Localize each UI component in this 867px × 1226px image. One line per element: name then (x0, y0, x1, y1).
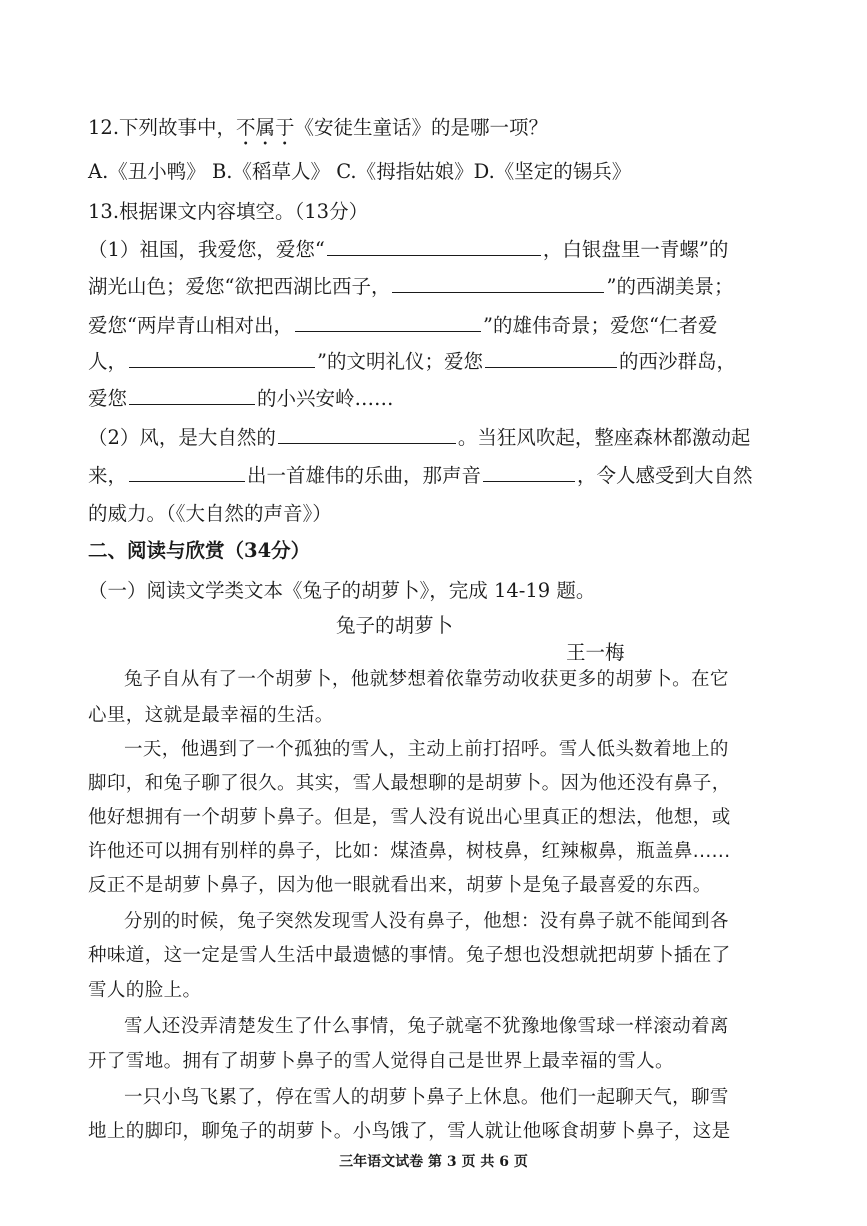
text-segment: ，白银盘里一青螺”的 (542, 238, 729, 261)
answer-blank[interactable] (483, 463, 575, 482)
text-segment: ”的文明礼仪；爱您 (317, 350, 483, 373)
text-segment: 的小兴安岭…… (257, 387, 394, 410)
story-title: 兔子的胡萝卜 (336, 614, 454, 637)
story-line: 兔子自从有了一个胡萝卜，他就梦想着依靠劳动收获更多的胡萝卜。在它 (124, 669, 729, 690)
question-13-title: 13.根据课文内容填空。（13分） (88, 200, 369, 223)
text-segment: 人， (88, 350, 128, 373)
text-segment: 来， (88, 464, 128, 487)
page-footer: 三年语文试卷 第 3 页 共 6 页 (339, 1154, 528, 1170)
text-segment: 出一首雄伟的乐曲，那声音 (247, 464, 482, 487)
story-line: 一只小鸟飞累了，停在雪人的胡萝卜鼻子上休息。他们一起聊天气，聊雪 (124, 1087, 729, 1108)
story-line: 心里，这就是最幸福的生活。 (88, 705, 334, 726)
story-line: 一天，他遇到了一个孤独的雪人，主动上前打招呼。雪人低头数着地上的 (124, 739, 729, 760)
answer-blank[interactable] (327, 237, 541, 256)
story-line: 反正不是胡萝卜鼻子，因为他一眼就看出来，胡萝卜是兔子最喜爱的东西。 (88, 875, 712, 896)
question-12-emphasis: 不属于 (236, 116, 295, 139)
text-segment: （2）风，是大自然的 (88, 426, 276, 449)
q13-part1-line2 (88, 273, 733, 301)
question-12 (88, 114, 548, 150)
story-line: 开了雪地。拥有了胡萝卜鼻子的雪人觉得自己是世界上最幸福的雪人。 (88, 1051, 674, 1072)
answer-blank[interactable] (129, 463, 245, 482)
answer-blank[interactable] (129, 386, 255, 405)
story-line: 分别的时候，兔子突然发现雪人没有鼻子，他想：没有鼻子就不能闻到各 (124, 911, 729, 932)
question-12-suffix: 《安徒生童话》的是哪一项？ (294, 116, 549, 139)
q13-part1-line5 (88, 385, 394, 413)
text-segment: 爱您“两岸青山相对出， (88, 314, 293, 337)
answer-blank[interactable] (392, 274, 604, 293)
text-segment: 。当狂风吹起，整座森林都激动起 (457, 426, 751, 449)
story-line: 种味道，这一定是雪人生活中最遗憾的事情。兔子想也没想就把胡萝卜插在了 (88, 945, 731, 966)
question-12-prefix: 12.下列故事中， (88, 116, 237, 139)
answer-blank[interactable] (485, 349, 617, 368)
text-segment: ”的西湖美景； (606, 275, 734, 298)
story-line: 雪人的脸上。 (88, 980, 202, 1001)
q13-part1-line3 (88, 312, 717, 340)
answer-blank[interactable] (129, 349, 315, 368)
text-segment: ”的雄伟奇景；爱您“仁者爱 (482, 314, 718, 337)
q13-part2-line3: 的威力。（《大自然的声音》） (88, 502, 332, 525)
question-12-options: A.《丑小鸭》 B.《稻草人》 C.《拇指姑娘》D.《坚定的锡兵》 (88, 160, 632, 183)
text-segment: 爱您 (88, 387, 128, 410)
text-segment: 的西沙群岛， (619, 350, 737, 373)
story-line: 雪人还没弄清楚发生了什么事情，兔子就毫不犹豫地像雪球一样滚动着离 (124, 1016, 729, 1037)
story-line: 他好想拥有一个胡萝卜鼻子。但是，雪人没有说出心里真正的想法，他想，或 (88, 807, 731, 828)
story-line: 地上的脚印，聊兔子的胡萝卜。小鸟饿了，雪人就让他啄食胡萝卜鼻子，这是 (88, 1121, 731, 1142)
q13-part2-line1 (88, 424, 750, 452)
q13-part2-line2 (88, 462, 753, 490)
answer-blank[interactable] (278, 425, 456, 444)
story-author: 王一梅 (566, 641, 625, 664)
text-segment: 湖光山色；爱您“欲把西湖比西子， (88, 275, 391, 298)
text-segment: （1）祖国，我爱您，爱您“ (88, 238, 325, 261)
story-line: 许他还可以拥有别样的鼻子，比如：煤渣鼻，树枝鼻，红辣椒鼻，瓶盖鼻...... (88, 841, 731, 862)
section-subheading: （一）阅读文学类文本《兔子的胡萝卜》，完成 14-19 题。 (88, 579, 596, 602)
text-segment: ，令人感受到大自然 (577, 464, 753, 487)
story-line: 脚印，和兔子聊了很久。其实，雪人最想聊的是胡萝卜。因为他还没有鼻子， (88, 773, 731, 794)
section-heading: 二、阅读与欣赏（34分） (88, 539, 311, 562)
answer-blank[interactable] (295, 313, 481, 332)
q13-part1-line1 (88, 236, 728, 264)
q13-part1-line4 (88, 348, 736, 376)
